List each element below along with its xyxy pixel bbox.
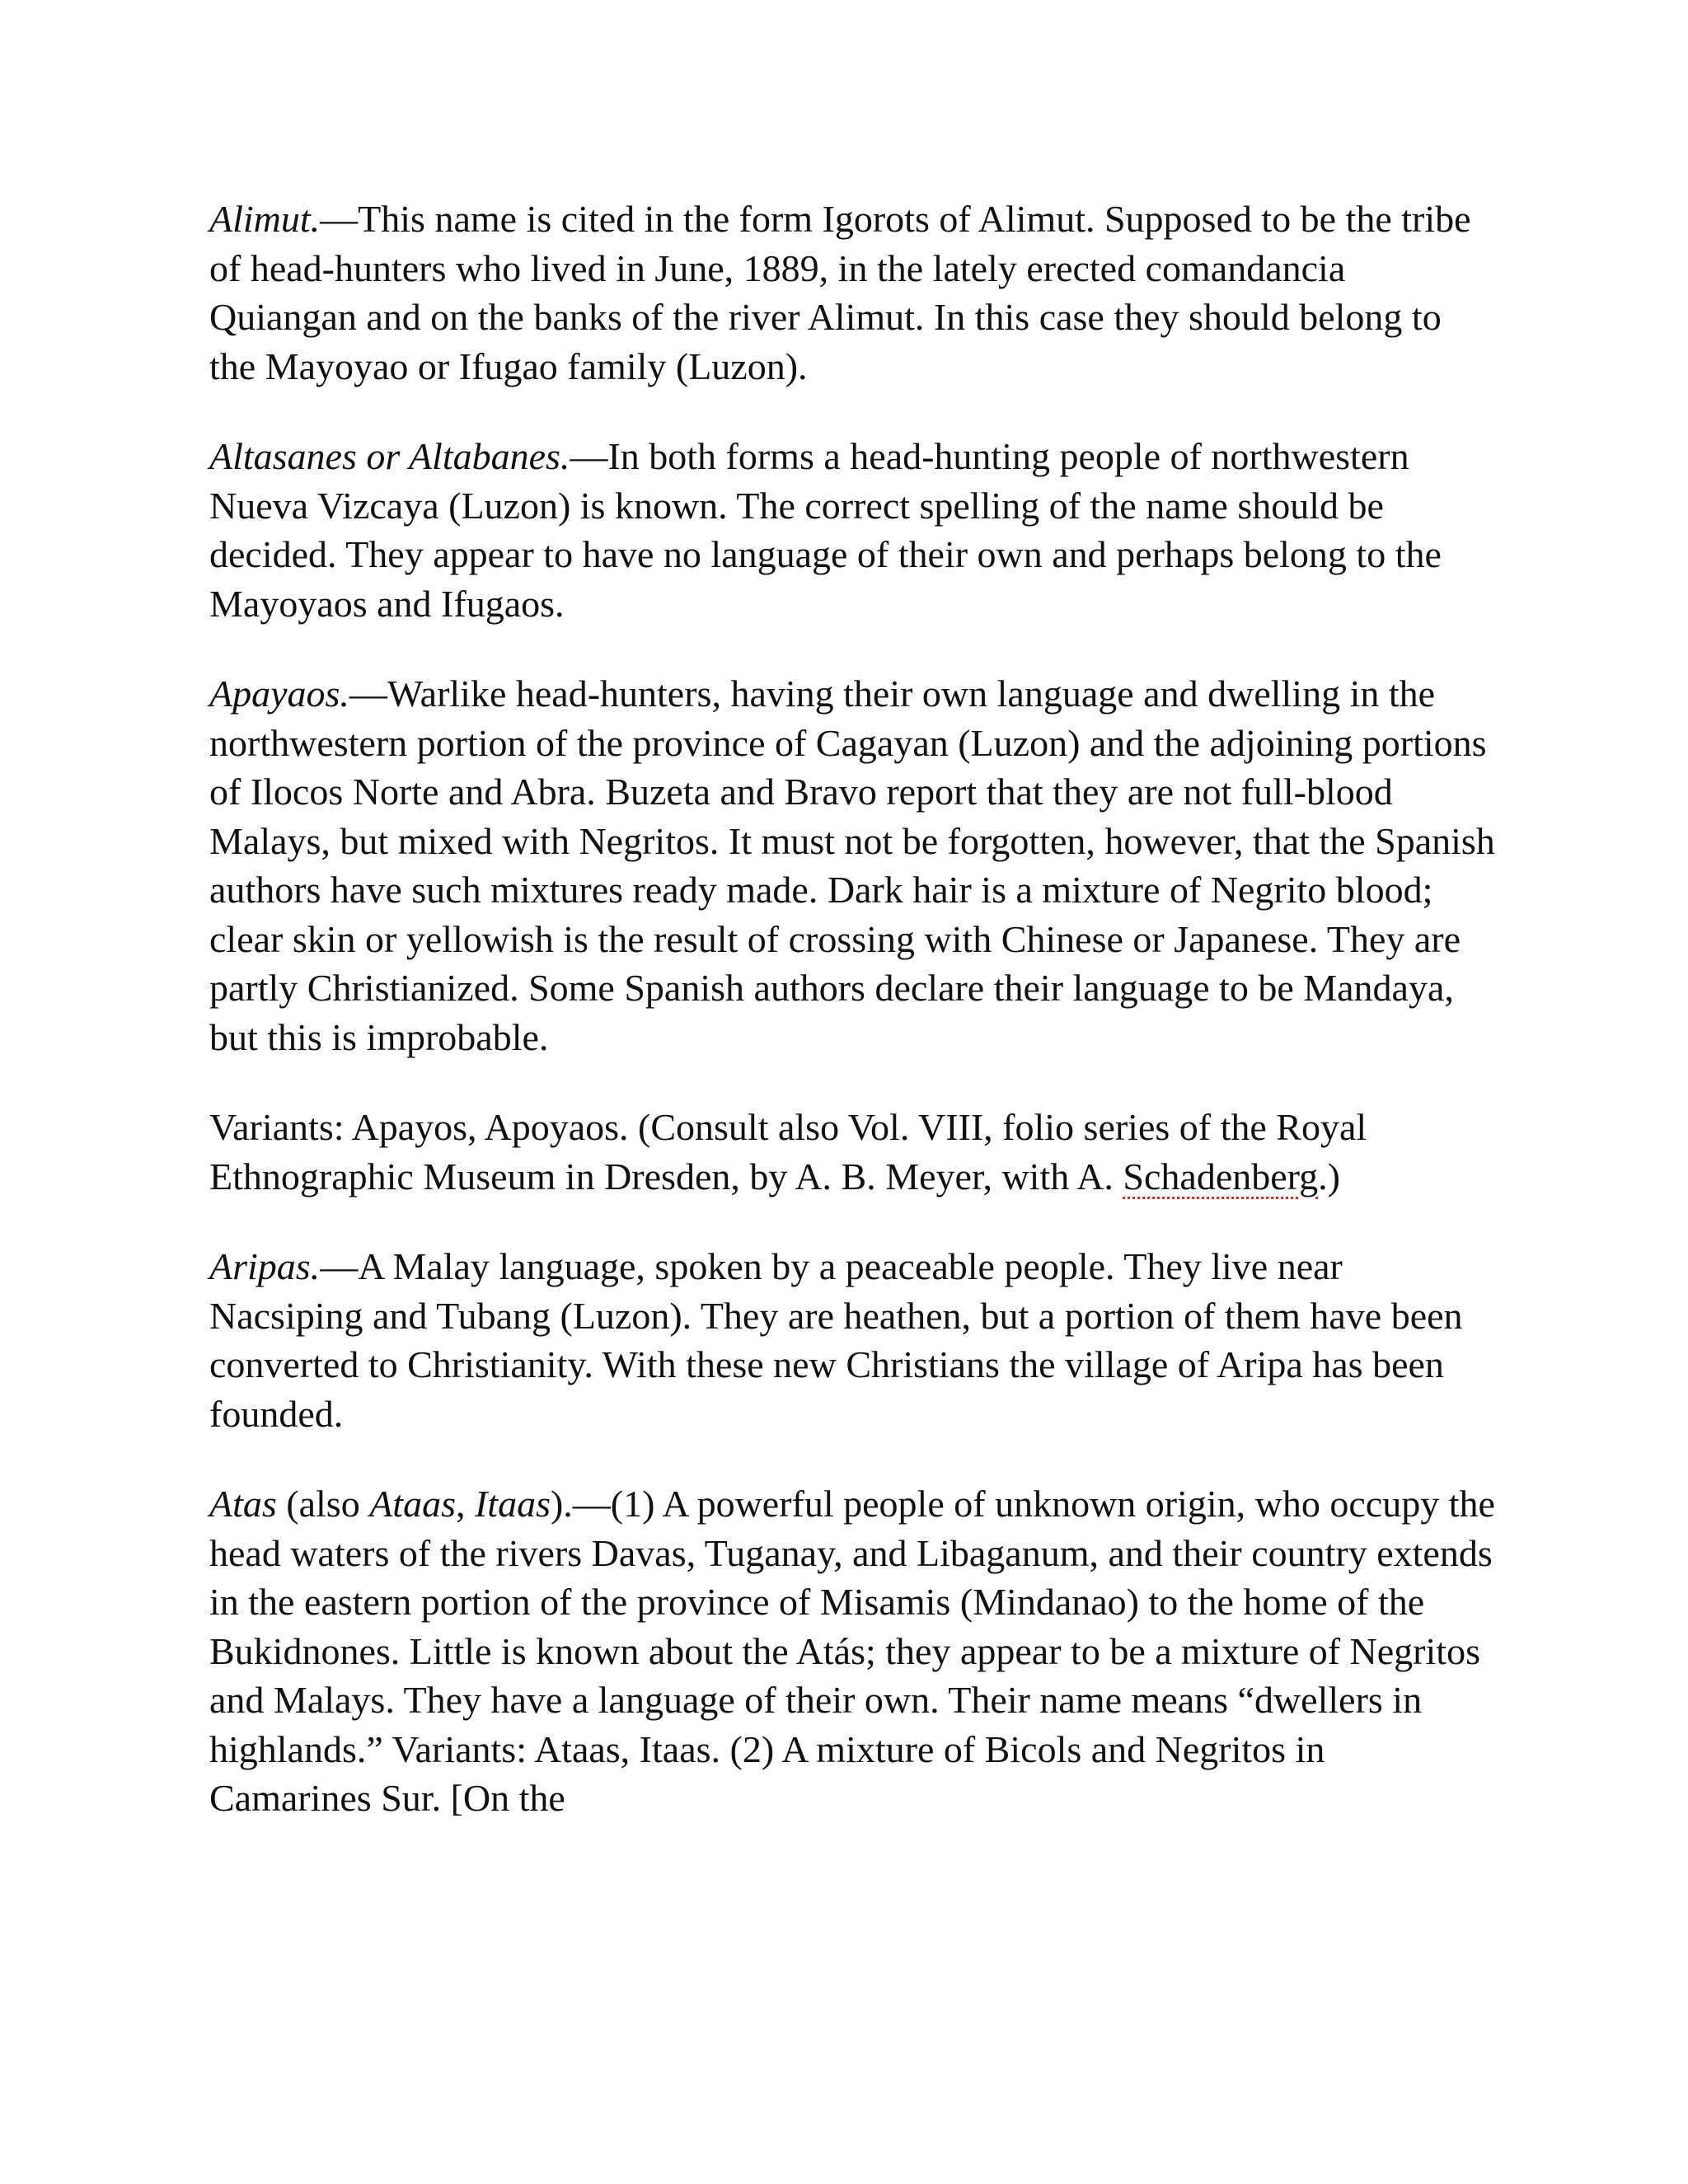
entry-term: Aripas. <box>209 1245 321 1287</box>
entry-aripas <box>209 1242 1495 1438</box>
entry-term: Altasanes or Altabanes. <box>209 435 570 477</box>
entry-atas <box>209 1479 1495 1823</box>
entry-text: —Warlike head-hunters, having their own language and dwelling in the northwestern portion of the province of Cagayan (Luzon) and the adjoining portions of Ilocos Norte and Abra. Buzeta and Bravo report that they are not full-blood Malays, but mixed with Negritos. It must not be forgotten, however, that the Spanish authors have such mixtures ready made. Dark hair is a mixture of Negrito blood; clear skin or yellowish is the result of crossing with Chinese or Japanese. They are partly Christianized. Some Spanish authors declare their language to be Mandaya, but this is improbable. <box>209 673 1495 1058</box>
entry-text: —In both forms a head-hunting people of northwestern Nueva Vizcaya (Luzon) is known. The correct spelling of the name should be decided. They appear to have no language of their own and perhaps belong to the Mayoyaos and Ifugaos. <box>209 435 1442 625</box>
entry-alt-name: Itaas <box>474 1483 551 1525</box>
entry-alt-name: Ataas <box>369 1483 456 1525</box>
entry-term: Alimut. <box>209 198 321 240</box>
entry-apayaos <box>209 669 1495 1062</box>
entry-paren-open: (also <box>276 1483 370 1525</box>
variants-text: Variants: Apayos, Apoyaos. (Consult also Vol. VIII, folio series of the Royal Ethnographic Museum in Dresden, by A. B. Meyer, with A. <box>209 1106 1367 1197</box>
entry-text: —A Malay language, spoken by a peaceable people. They live near Nacsiping and Tubang (Luzon). They are heathen, but a portion of them have been converted to Christianity. With these new Christians the village of Aripa has been founded. <box>209 1245 1463 1435</box>
entry-term: Apayaos. <box>209 673 349 715</box>
entry-alimut <box>209 194 1495 391</box>
entry-apayaos-variants <box>209 1103 1495 1201</box>
entry-text: ).—(1) A powerful people of unknown origin, who occupy the head waters of the rivers Davas, Tuganay, and Libaganum, and their country extends in the eastern portion of the province of Misamis (Mindanao) to the home of the Bukidnones. Little is known about the Atás; they appear to be a mixture of Negritos and Malays. They have a language of their own. Their name means “dwellers in highlands.” Variants: Ataas, Itaas. (2) A mixture of Bicols and Negritos in Camarines Sur. [On the <box>209 1483 1495 1819</box>
entry-text: —This name is cited in the form Igorots of Alimut. Supposed to be the tribe of head-hunters who lived in June, 1889, in the lately erected comandancia Quiangan and on the banks of the river Alimut. In this case they should belong to the Mayoyao or Ifugao family (Luzon). <box>209 198 1471 387</box>
entry-comma: , <box>455 1483 475 1525</box>
variants-end: .) <box>1318 1155 1340 1197</box>
spellcheck-flagged-word[interactable]: Schadenberg <box>1123 1155 1319 1197</box>
entry-altasanes <box>209 432 1495 628</box>
entry-term: Atas <box>209 1483 277 1525</box>
document-page <box>209 194 1495 1864</box>
